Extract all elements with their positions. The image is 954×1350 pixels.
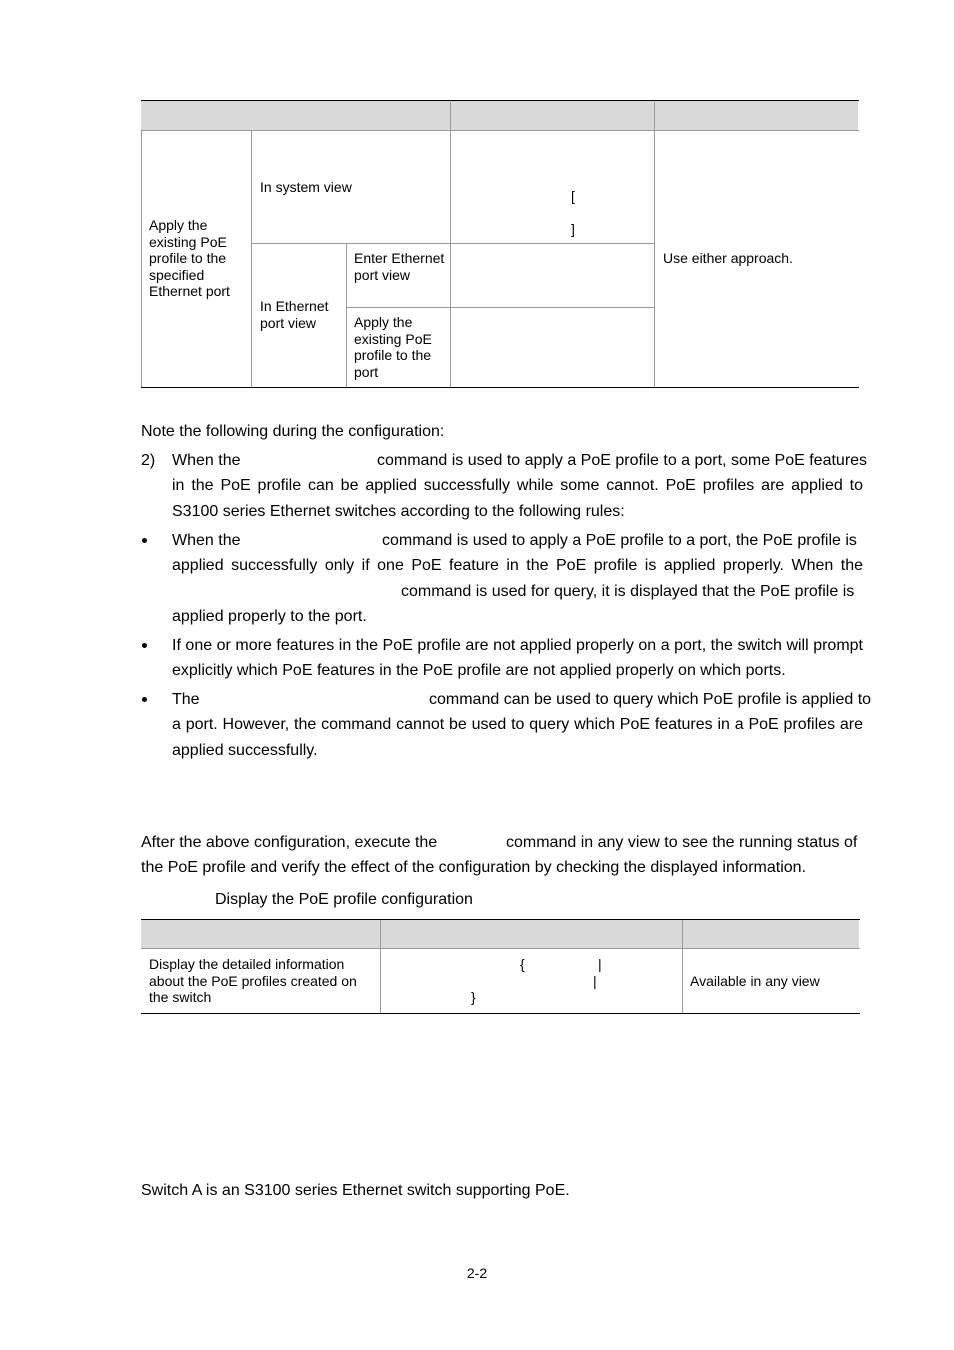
example-text: Switch A is an S3100 series Ethernet switch supporting PoE. bbox=[141, 1182, 570, 1199]
enter-port-view-label: Enter Ethernet port view bbox=[354, 250, 445, 283]
bullet2-line2: explicitly which PoE features in the PoE profile are not applied properly on which ports. bbox=[172, 662, 786, 679]
bullet1-line4: applied properly to the port. bbox=[172, 608, 367, 625]
bullet-dot bbox=[142, 643, 147, 648]
bracket-close: ] bbox=[571, 221, 575, 237]
table-caption: Display the PoE profile configuration bbox=[215, 891, 473, 908]
notes-intro: Note the following during the configuration: bbox=[141, 423, 445, 440]
bullet1-line1-b: command is used to apply a PoE profile to a port, the PoE profile is bbox=[382, 532, 857, 549]
pipe: | bbox=[593, 973, 597, 989]
display-para-line1-a: After the above configuration, execute the bbox=[141, 834, 438, 851]
item-line3: S3100 series Ethernet switches according to the following rules: bbox=[172, 503, 625, 520]
bullet-dot bbox=[142, 697, 147, 702]
table-header-row bbox=[141, 101, 858, 130]
pipe: | bbox=[598, 956, 602, 972]
item-number: 2) bbox=[141, 452, 156, 469]
bullet3-line1-b: command can be used to query which PoE profile is applied to bbox=[429, 691, 872, 708]
ethernet-view-label: In Ethernet port view bbox=[260, 298, 329, 331]
apply-to-port-label: Apply the existing PoE profile to the port bbox=[354, 314, 432, 380]
bracket-open: [ bbox=[571, 188, 575, 204]
display-row-desc: Display the detailed information about the PoE profiles created on the switch bbox=[149, 956, 357, 1005]
display-remarks: Available in any view bbox=[690, 973, 820, 989]
bullet1-line2: applied successfully only if one PoE feature in the PoE profile is applied properly. When the bbox=[172, 557, 863, 574]
page-number: 2-2 bbox=[466, 1265, 488, 1281]
bullet3-line2: a port. However, the command cannot be used to query which PoE features in a PoE profiles are bbox=[172, 716, 863, 733]
brace-close: } bbox=[471, 989, 476, 1005]
row-label-apply-profile: Apply the existing PoE profile to the specified Ethernet port bbox=[149, 217, 230, 299]
display-para-line2: the PoE profile and verify the effect of the configuration by checking the displayed information. bbox=[141, 859, 806, 876]
bullet3-line1-a: The bbox=[172, 691, 200, 708]
bullet2-line1: If one or more features in the PoE profile are not applied properly on a port, the switch will prompt bbox=[172, 637, 863, 654]
remarks-cell: Use either approach. bbox=[663, 250, 793, 266]
bullet1-line1-a: When the bbox=[172, 532, 241, 549]
bullet3-line3: applied successfully. bbox=[172, 742, 318, 759]
item-line1-b: command is used to apply a PoE profile to a port, some PoE features bbox=[377, 452, 868, 469]
item-line2: in the PoE profile can be applied successfully while some cannot. PoE profiles are applied to bbox=[172, 477, 863, 494]
bullet-dot bbox=[142, 538, 147, 543]
table-header-row bbox=[141, 920, 859, 948]
bullet1-line3: command is used for query, it is displayed that the PoE profile is bbox=[401, 583, 855, 600]
system-view-label: In system view bbox=[260, 179, 352, 195]
display-para-line1-b: command in any view to see the running status of bbox=[506, 834, 858, 851]
brace-open: { bbox=[520, 956, 525, 972]
item-line1-a: When the bbox=[172, 452, 241, 469]
